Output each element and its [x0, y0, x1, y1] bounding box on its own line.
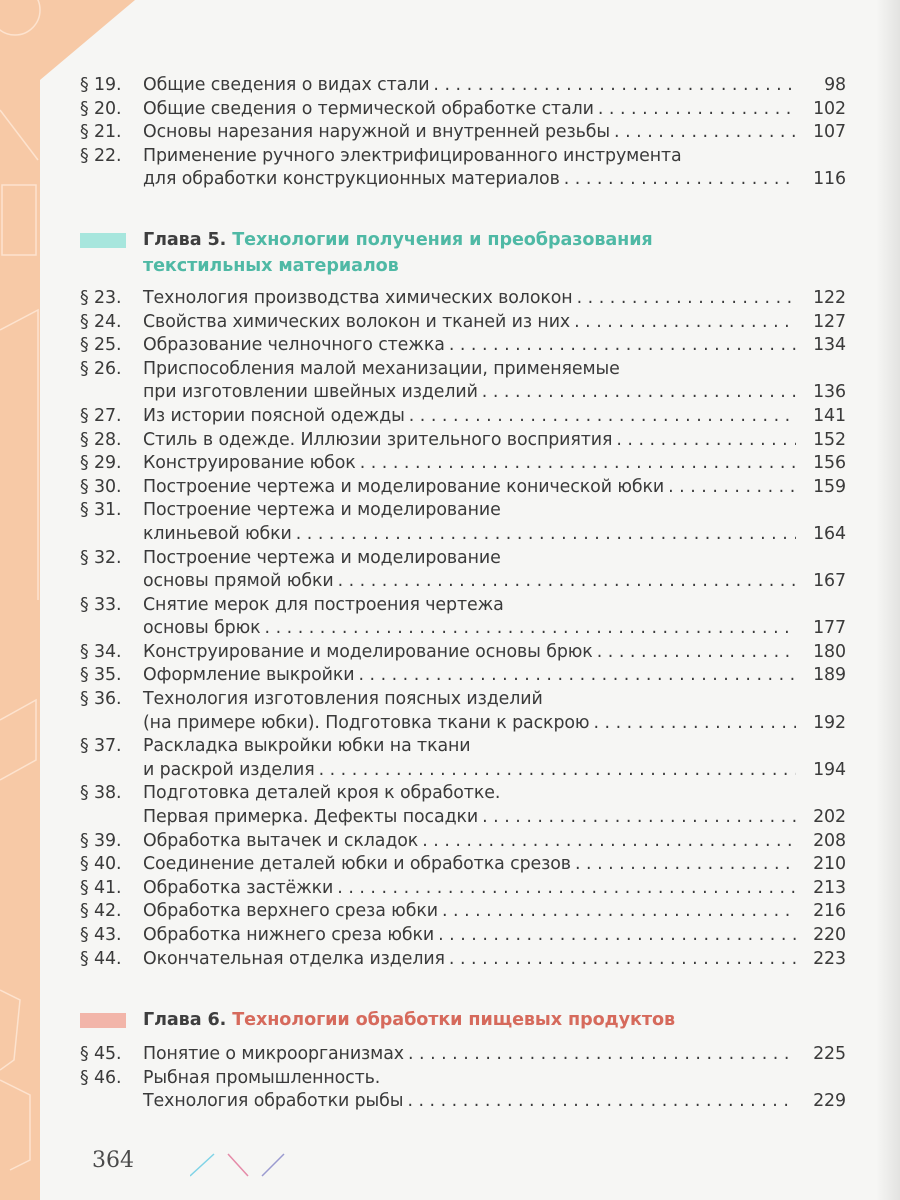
page-reference: 229 [813, 1091, 846, 1112]
entry-title-line: Подготовка деталей кроя к обработке. [143, 783, 501, 804]
page-reference: 141 [813, 405, 846, 426]
dot-leader [407, 1090, 796, 1114]
chapter-5-title-line: Технологии получения и преобразования [232, 229, 653, 250]
section-number: § 41. [80, 877, 122, 898]
toc-entry[interactable] [80, 74, 846, 98]
entry-body [143, 830, 846, 854]
dot-leader [265, 617, 796, 641]
toc-entry[interactable] [80, 877, 846, 901]
page-reference: 127 [813, 311, 846, 332]
section-number: § 24. [80, 311, 122, 332]
section-number: § 31. [80, 500, 122, 521]
section-number: § 33. [80, 594, 122, 615]
entry-title-line: Построение чертежа и моделирование конической юбки [143, 476, 665, 497]
entry-last-line [143, 924, 846, 948]
entry-last-line [143, 712, 846, 736]
entry-title-line: Обработка верхнего среза юбки [143, 901, 438, 922]
table-of-contents [80, 74, 846, 1114]
toc-entry[interactable] [80, 145, 846, 192]
entry-body [143, 145, 846, 192]
entry-body [143, 641, 846, 665]
page-reference: 122 [813, 287, 846, 308]
entry-title-line: Конструирование и моделирование основы брюк [143, 641, 593, 662]
section-number: § 42. [80, 901, 122, 922]
page-reference: 152 [813, 429, 846, 450]
entry-body [143, 735, 846, 782]
dot-leader [449, 334, 796, 358]
page-reference: 107 [813, 122, 846, 143]
entry-title-line: Свойства химических волокон и тканей из них [143, 311, 571, 332]
section-number: § 21. [80, 122, 122, 143]
entry-title-line: Раскладка выкройки юбки на ткани [143, 736, 471, 757]
toc-entry[interactable] [80, 664, 846, 688]
dot-leader [360, 452, 796, 476]
entry-last-line [143, 405, 846, 429]
entry-last-line [143, 617, 846, 641]
dot-leader [408, 1043, 796, 1067]
page-reference: 208 [813, 830, 846, 851]
entry-title-line: Из истории поясной одежды [143, 405, 405, 426]
entry-last-line [143, 429, 846, 453]
toc-entry[interactable] [80, 641, 846, 665]
entry-last-line [143, 948, 846, 972]
dot-leader [449, 948, 796, 972]
dot-leader [577, 287, 796, 311]
section-number: § 30. [80, 476, 122, 497]
dot-leader [337, 877, 796, 901]
toc-entry[interactable] [80, 98, 846, 122]
entry-last-line [143, 900, 846, 924]
dot-leader [442, 900, 796, 924]
dot-leader [422, 830, 796, 854]
entry-body [143, 688, 846, 735]
page-reference: 159 [813, 476, 846, 497]
page-reference: 134 [813, 335, 846, 356]
toc-entry[interactable] [80, 429, 846, 453]
toc-group-chapter6 [80, 1043, 846, 1114]
page-reference: 194 [813, 759, 846, 780]
entry-title-line: Общие сведения о термической обработке стали [143, 98, 594, 119]
entry-title-line: основы прямой юбки [143, 571, 334, 592]
entry-title-line: Оформление выкройки [143, 665, 355, 686]
page-reference: 116 [813, 169, 846, 190]
dot-leader [482, 806, 796, 830]
page-reference: 213 [813, 877, 846, 898]
entry-title-line: Построение чертежа и моделирование [143, 547, 501, 568]
entry-body [143, 121, 846, 145]
entry-last-line [143, 476, 846, 500]
entry-body [143, 782, 846, 829]
entry-body [143, 594, 846, 641]
entry-body [143, 452, 846, 476]
entry-last-line [143, 1043, 846, 1067]
page-reference: 102 [813, 98, 846, 119]
section-number: § 32. [80, 547, 122, 568]
chapter-6-heading [80, 1007, 846, 1033]
entry-title-line: Приспособления малой механизации, применяемые [143, 358, 620, 379]
section-number: § 34. [80, 641, 122, 662]
toc-entry[interactable] [80, 1067, 846, 1114]
entry-title-line: (на примере юбки). Подготовка ткани к раскрою [143, 712, 590, 733]
entry-last-line [143, 287, 846, 311]
entry-title-line: Технология обработки рыбы [143, 1091, 404, 1112]
entry-title-line: Образование челночного стежка [143, 335, 445, 356]
entry-body [143, 877, 846, 901]
page-reference: 210 [813, 854, 846, 875]
entry-title-line: Окончательная отделка изделия [143, 948, 445, 969]
page-reference: 220 [813, 925, 846, 945]
dot-leader [616, 429, 796, 453]
entry-last-line [143, 853, 846, 877]
entry-title-line: Технология изготовления поясных изделий [143, 689, 543, 710]
entry-last-line [143, 334, 846, 358]
dot-leader [482, 381, 796, 405]
page-reference: 225 [813, 1044, 846, 1065]
dot-leader [409, 405, 796, 429]
chapter-5-heading [80, 227, 846, 279]
chapter-6-marker [80, 1013, 126, 1028]
chapter-5-marker [80, 233, 126, 248]
entry-title-line: и раскрой изделия [143, 759, 315, 780]
toc-entry[interactable] [80, 853, 846, 877]
dot-leader [575, 853, 796, 877]
toc-entry[interactable] [80, 688, 846, 735]
dot-leader [564, 168, 796, 192]
entry-body [143, 664, 846, 688]
toc-entry[interactable] [80, 924, 846, 948]
section-number: § 46. [80, 1067, 122, 1088]
dot-leader [433, 74, 796, 98]
entry-last-line [143, 759, 846, 783]
toc-group-chapter4-tail [80, 74, 846, 192]
entry-title-line: Рыбная промышленность. [143, 1067, 381, 1088]
toc-entry[interactable] [80, 594, 846, 641]
entry-body [143, 287, 846, 311]
entry-title-line: Снятие мерок для построения чертежа [143, 594, 504, 615]
section-number: § 43. [80, 925, 122, 945]
section-number: § 28. [80, 429, 122, 450]
entry-last-line [143, 664, 846, 688]
dot-leader [593, 712, 796, 736]
toc-entry[interactable] [80, 948, 846, 972]
entry-title-line: Обработка застёжки [143, 877, 334, 898]
section-number: § 40. [80, 854, 122, 875]
entry-title-line: Соединение деталей юбки и обработка срезов [143, 854, 571, 875]
entry-last-line [143, 168, 846, 192]
section-number: § 37. [80, 736, 122, 757]
entry-last-line [143, 381, 846, 405]
dot-leader [574, 311, 796, 335]
entry-last-line [143, 98, 846, 122]
entry-last-line [143, 311, 846, 335]
chapter-6-label: Глава 6. [143, 1010, 227, 1031]
section-number: § 36. [80, 689, 122, 710]
entry-last-line [143, 570, 846, 594]
dot-leader [338, 570, 796, 594]
page-reference: 223 [813, 948, 846, 969]
toc-entry[interactable] [80, 405, 846, 429]
page-number: 364 [92, 1148, 134, 1173]
entry-title-line: Технология производства химических волокон [143, 287, 573, 308]
entry-body [143, 429, 846, 453]
dot-leader [296, 523, 796, 547]
section-number: § 22. [80, 145, 122, 166]
page-reference: 216 [813, 901, 846, 922]
entry-last-line [143, 452, 846, 476]
entry-title-line: Обработка нижнего среза юбки [143, 925, 435, 945]
dot-leader [668, 476, 796, 500]
entry-title-line: Стиль в одежде. Иллюзии зрительного восприятия [143, 429, 613, 450]
entry-body [143, 405, 846, 429]
entry-last-line [143, 121, 846, 145]
toc-entry[interactable] [80, 476, 846, 500]
entry-last-line [143, 523, 846, 547]
entry-body [143, 1043, 846, 1067]
page-edge-shadow [876, 0, 900, 1200]
toc-entry[interactable] [80, 334, 846, 358]
page-reference: 189 [813, 665, 846, 686]
chapter-6-title: Технологии обработки пищевых продуктов [232, 1010, 675, 1031]
toc-entry[interactable] [80, 121, 846, 145]
entry-body [143, 98, 846, 122]
entry-body [143, 900, 846, 924]
chapter-5-title-line: текстильных материалов [143, 255, 399, 276]
entry-title-line: Конструирование юбок [143, 453, 356, 474]
entry-title-line: при изготовлении швейных изделий [143, 382, 478, 403]
dot-leader [358, 664, 796, 688]
page-reference: 177 [813, 618, 846, 639]
toc-group-chapter5 [80, 287, 846, 971]
entry-last-line [143, 830, 846, 854]
toc-entry[interactable] [80, 287, 846, 311]
page-reference: 136 [813, 382, 846, 403]
entry-title-line: Применение ручного электрифицированного инструмента [143, 145, 682, 166]
entry-title-line: Понятие о микроорганизмах [143, 1044, 404, 1065]
entry-last-line [143, 806, 846, 830]
page-reference: 167 [813, 571, 846, 592]
entry-body [143, 334, 846, 358]
entry-body [143, 499, 846, 546]
section-number: § 23. [80, 287, 122, 308]
toc-entry[interactable] [80, 782, 846, 829]
entry-body [143, 476, 846, 500]
entry-body [143, 1067, 846, 1114]
page-reference: 192 [813, 712, 846, 733]
toc-entry[interactable] [80, 1043, 846, 1067]
toc-entry[interactable] [80, 735, 846, 782]
section-number: § 29. [80, 453, 122, 474]
entry-last-line [143, 1090, 846, 1114]
dot-leader [614, 121, 796, 145]
page-reference: 180 [813, 641, 846, 662]
section-number: § 20. [80, 98, 122, 119]
page-reference: 164 [813, 523, 846, 544]
entry-last-line [143, 74, 846, 98]
entry-title-line: клиньевой юбки [143, 523, 292, 544]
entry-body [143, 948, 846, 972]
section-number: § 27. [80, 405, 122, 426]
dot-leader [598, 98, 796, 122]
toc-entry[interactable] [80, 311, 846, 335]
entry-last-line [143, 877, 846, 901]
toc-entry[interactable] [80, 547, 846, 594]
entry-last-line [143, 641, 846, 665]
entry-title-line: Основы нарезания наружной и внутренней резьбы [143, 122, 611, 143]
toc-entry[interactable] [80, 452, 846, 476]
toc-entry[interactable] [80, 499, 846, 546]
dot-leader [438, 924, 796, 948]
section-number: § 39. [80, 830, 122, 851]
toc-entry[interactable] [80, 358, 846, 405]
decorative-strokes [190, 1150, 300, 1178]
toc-entry[interactable] [80, 900, 846, 924]
entry-title-line: для обработки конструкционных материалов [143, 169, 560, 190]
section-number: § 38. [80, 783, 122, 804]
section-number: § 45. [80, 1044, 122, 1065]
page-reference: 98 [824, 75, 846, 95]
entry-title-line: Первая примерка. Дефекты посадки [143, 807, 479, 828]
toc-entry[interactable] [80, 830, 846, 854]
entry-body [143, 924, 846, 948]
section-number: § 19. [80, 75, 122, 95]
entry-title-line: Общие сведения о видах стали [143, 75, 430, 95]
page-reference: 156 [813, 453, 846, 474]
section-number: § 44. [80, 948, 122, 969]
entry-body [143, 311, 846, 335]
entry-title-line: Обработка вытачек и складок [143, 830, 419, 851]
entry-title-line: основы брюк [143, 618, 261, 639]
entry-body [143, 358, 846, 405]
entry-body [143, 74, 846, 98]
section-number: § 35. [80, 665, 122, 686]
chapter-5-label: Глава 5. [143, 229, 227, 250]
section-number: § 26. [80, 358, 122, 379]
entry-body [143, 547, 846, 594]
section-number: § 25. [80, 335, 122, 356]
page-reference: 202 [813, 807, 846, 828]
entry-title-line: Построение чертежа и моделирование [143, 500, 501, 521]
entry-body [143, 853, 846, 877]
dot-leader [319, 759, 796, 783]
dot-leader [597, 641, 796, 665]
